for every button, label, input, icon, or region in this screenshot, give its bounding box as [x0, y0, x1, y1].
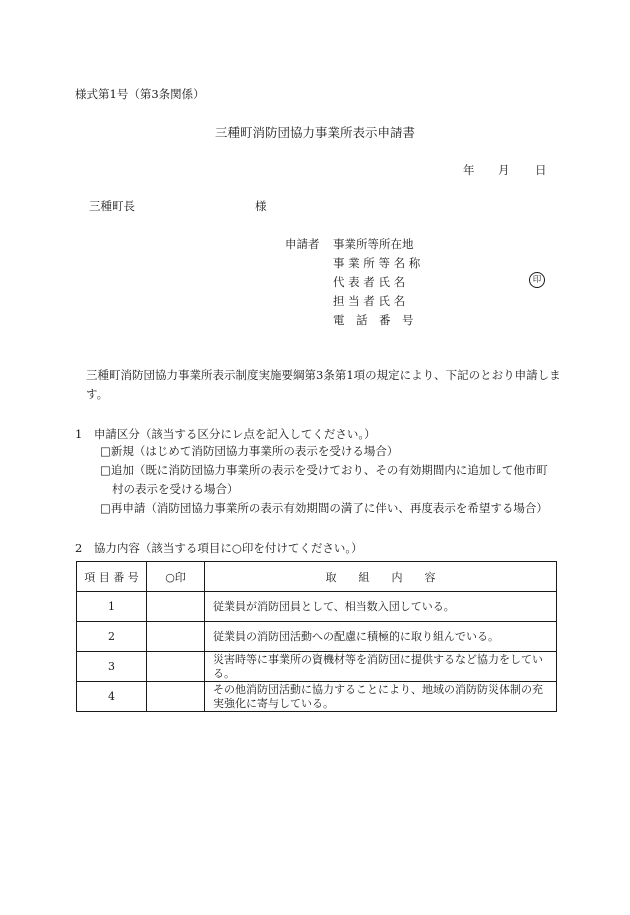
form-number: 様式第1号（第3条関係） — [75, 87, 205, 101]
option-additional-text-cont: 村の表示を受ける場合） — [112, 482, 239, 496]
cooperation-table — [76, 561, 557, 712]
row-mark-cell[interactable] — [147, 682, 205, 712]
row-number: 2 — [77, 622, 147, 652]
option-additional-text: 追加（既に消防団協力事業所の表示を受けており、その有効期間内に追加して他市町 — [110, 463, 548, 477]
document-title: 三種町消防団協力事業所表示申請書 — [214, 125, 415, 140]
table-row — [77, 592, 557, 622]
row-number: 3 — [77, 652, 147, 682]
date-year-label: 年 — [463, 163, 475, 177]
table-row — [77, 682, 557, 712]
option-new-text: 新規（はじめて消防団協力事業所の表示を受ける場合） — [110, 444, 399, 458]
field-phone-label: 電 話 番 号 — [333, 313, 414, 327]
header-mark: ○印 — [147, 562, 205, 592]
field-contact-person-label: 担 当 者 氏 名 — [333, 294, 406, 308]
row-mark-cell[interactable] — [147, 652, 205, 682]
row-content: 災害時等に事業所の資機材等を消防団に提供するなど協力をしている。 — [205, 652, 557, 682]
option-reapply-text: 再申請（消防団協力事業所の表示有効期間の満了に伴い、再度表示を希望する場合） — [110, 501, 548, 515]
date-day-label: 日 — [535, 163, 547, 177]
checkbox-new[interactable]: □ — [100, 444, 111, 458]
option-new — [100, 442, 560, 461]
table-header-row — [77, 562, 557, 592]
date-month-label: 月 — [498, 163, 510, 177]
row-content: 従業員の消防団活動への配慮に積極的に取り組んでいる。 — [205, 622, 557, 652]
row-mark-cell[interactable] — [147, 622, 205, 652]
option-reapply — [100, 499, 560, 518]
row-content: 従業員が消防団員として、相当数入団している。 — [205, 592, 557, 622]
seal-mark: 印 — [529, 272, 545, 288]
applicant-label: 申請者 — [285, 237, 320, 251]
header-content: 取 組 内 容 — [205, 562, 557, 592]
body-text-content: 三種町消防団協力事業所表示制度実施要綱第3条第1項の規定により、下記のとおり申請します。 — [86, 368, 561, 401]
table-row — [77, 652, 557, 682]
body-text — [75, 366, 563, 404]
section1-heading: 1 申請区分（該当する区分にレ点を記入してください。） — [75, 427, 376, 441]
addressee-name: 三種町長 — [89, 199, 135, 213]
option-additional — [100, 461, 560, 499]
field-representative-label: 代 表 者 氏 名 — [333, 275, 406, 289]
row-content: その他消防団活動に協力することにより、地域の消防防災体制の充実強化に寄与している。 — [205, 682, 557, 712]
row-number: 1 — [77, 592, 147, 622]
addressee-honorific: 様 — [255, 199, 267, 213]
row-number: 4 — [77, 682, 147, 712]
section2-heading: 2 協力内容（該当する項目に○印を付けてください。） — [75, 541, 363, 555]
field-address-label: 事業所等所在地 — [333, 237, 414, 251]
row-mark-cell[interactable] — [147, 592, 205, 622]
checkbox-reapply[interactable]: □ — [100, 501, 111, 515]
table-row — [77, 622, 557, 652]
field-company-name-label: 事 業 所 等 名 称 — [333, 256, 421, 270]
header-item-number: 項 目 番 号 — [77, 562, 147, 592]
checkbox-additional[interactable]: □ — [100, 463, 111, 477]
